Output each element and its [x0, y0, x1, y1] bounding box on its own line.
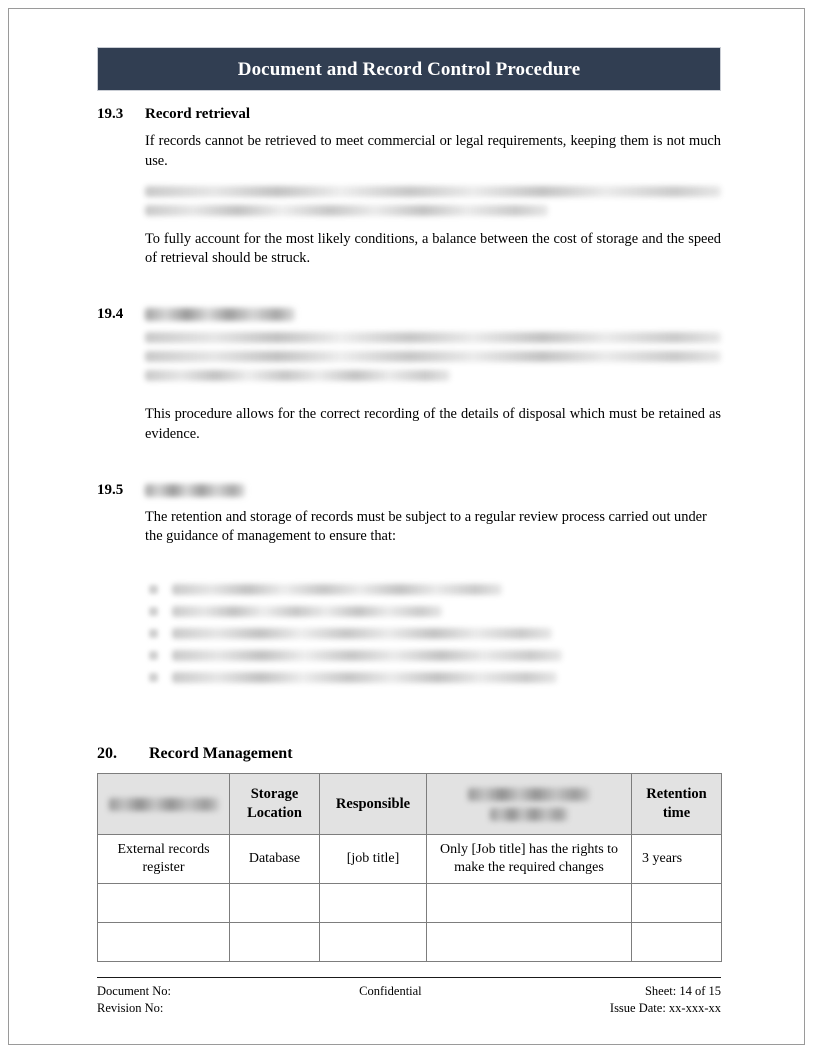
paragraph: This procedure allows for the correct recording of the details of disposal which must be retained as evidence. — [145, 406, 721, 442]
redacted-line — [145, 186, 721, 197]
cell-responsible: [job title] — [320, 835, 427, 884]
bullet-icon — [149, 585, 158, 594]
cell-storage-location — [230, 884, 320, 923]
redacted-line — [490, 808, 568, 821]
redacted-heading — [145, 308, 295, 321]
footer-revision-no: Revision No: — [97, 1000, 164, 1015]
cell-retention-time: 3 years — [632, 835, 722, 884]
redacted-line — [145, 351, 721, 362]
redacted-line — [172, 628, 552, 639]
redacted-line — [109, 798, 219, 811]
record-management-table — [97, 773, 722, 962]
table-row — [98, 884, 722, 923]
paragraph: To fully account for the most likely conditions, a balance between the cost of storage and the speed of retrieval should be struck. — [145, 230, 721, 267]
section-19-4-title-redacted — [145, 305, 721, 324]
cell-record-name — [98, 884, 230, 923]
section-19-5-body — [145, 508, 721, 548]
section-19-3-number: 19.3 — [97, 106, 124, 122]
list-item — [149, 583, 619, 596]
redacted-line — [172, 584, 502, 595]
section-19-5 — [97, 481, 721, 685]
section-19-3-heading — [97, 105, 721, 124]
cell-retention-time — [632, 884, 722, 923]
list-item — [149, 671, 619, 684]
section-19-4 — [97, 305, 721, 445]
footer-right — [610, 983, 721, 1016]
cell-protection — [427, 923, 632, 962]
document-page — [8, 8, 805, 1045]
footer-row — [97, 983, 721, 1016]
redacted-line — [145, 205, 548, 216]
page-title: Document and Record Control Procedure — [237, 58, 581, 80]
footer-document-no: Document No: — [97, 984, 171, 998]
redacted-paragraph — [145, 186, 721, 216]
redacted-line — [145, 332, 721, 343]
paragraph: The retention and storage of records must be subject to a regular review process carried out under the guidance of management to ensure that: — [145, 508, 707, 545]
footer-issue-date: Issue Date: xx-xxx-xx — [609, 1000, 721, 1015]
page-footer — [97, 977, 721, 1016]
bullet-icon — [149, 673, 158, 682]
redacted-bullet-list — [149, 583, 619, 684]
cell-retention-time — [632, 923, 722, 962]
section-20-heading — [97, 745, 721, 763]
section-19-5-heading — [97, 481, 721, 500]
table-row — [98, 923, 722, 962]
cell-protection — [427, 884, 632, 923]
redacted-line — [172, 606, 442, 617]
bullet-icon — [149, 629, 158, 638]
section-20-title: Record Management — [149, 745, 293, 763]
cell-responsible — [320, 923, 427, 962]
table-row — [98, 835, 722, 884]
section-19-4-heading — [97, 305, 721, 324]
footer-center — [171, 983, 610, 1000]
cell-storage-location: Database — [230, 835, 320, 884]
redacted-line — [172, 672, 557, 683]
redacted-line — [172, 650, 562, 661]
redacted-column-header — [104, 798, 223, 811]
table-header-row — [98, 774, 722, 835]
section-19-3 — [97, 105, 721, 269]
section-19-3-title: Record retrieval — [145, 106, 251, 122]
cell-record-name — [98, 923, 230, 962]
section-20-number: 20. — [97, 745, 117, 763]
list-item — [149, 649, 619, 662]
document-content — [97, 105, 721, 962]
footer-left — [97, 983, 171, 1016]
column-header-storage-location: Storage Location — [230, 774, 320, 835]
redacted-column-header — [433, 788, 625, 821]
column-header-retention-time: Retention time — [632, 774, 722, 835]
section-20 — [97, 745, 721, 962]
cell-record-name: External records register — [98, 835, 230, 884]
column-header-record-name — [98, 774, 230, 835]
redacted-paragraph — [145, 332, 721, 381]
cell-storage-location — [230, 923, 320, 962]
section-19-4-body — [145, 332, 721, 445]
bullet-icon — [149, 607, 158, 616]
redacted-line — [468, 788, 590, 801]
section-19-3-body — [145, 132, 721, 270]
list-item — [149, 627, 619, 640]
cell-protection: Only [Job title] has the rights to make the required changes — [427, 835, 632, 884]
section-19-5-number: 19.5 — [97, 481, 124, 498]
column-header-protection — [427, 774, 632, 835]
page-inner — [9, 9, 804, 1044]
table-header — [98, 774, 722, 835]
section-19-4-number: 19.4 — [97, 306, 124, 323]
table-body — [98, 835, 722, 962]
column-header-responsible: Responsible — [320, 774, 427, 835]
redacted-line — [145, 370, 450, 381]
footer-sheet-number: Sheet: 14 of 15 — [644, 984, 721, 998]
footer-confidentiality: Confidential — [359, 984, 422, 998]
paragraph: If records cannot be retrieved to meet commercial or legal requirements, keeping them is not much use. — [145, 132, 721, 169]
section-19-5-title-redacted — [145, 481, 721, 500]
list-item — [149, 605, 619, 618]
bullet-icon — [149, 651, 158, 660]
document-title-banner — [97, 47, 721, 91]
redacted-heading — [145, 484, 245, 497]
cell-responsible — [320, 884, 427, 923]
